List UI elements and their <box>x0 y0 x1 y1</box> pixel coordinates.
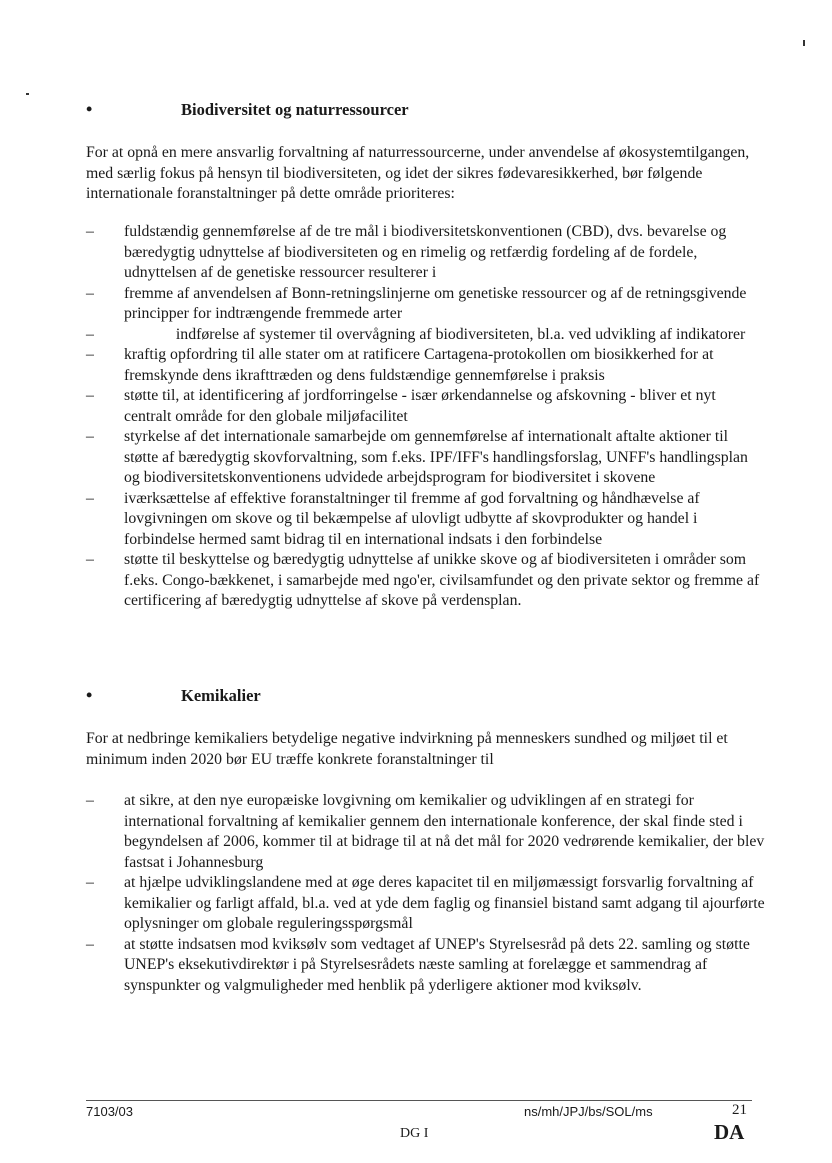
list-item-text: fremme af anvendelsen af Bonn-retningslinjerne om genetiske ressourcer og af de retningsgivende principper for indtrængende fremmede arter <box>124 284 747 322</box>
list-item-text: iværksættelse af effektive foranstaltninger til fremme af god forvaltning og håndhævelse af lovgivningen om skove og til bekæmpelse af ulovligt udbytte af skovprodukter og handel i forbindelse hermed samt bidrag til en international indsats i den forbindelse <box>124 489 700 548</box>
list-item <box>86 386 766 427</box>
reference-initials: ns/mh/JPJ/bs/SOL/ms <box>524 1104 653 1119</box>
list-item <box>86 325 766 346</box>
list-item <box>86 935 766 997</box>
dash-icon: – <box>86 428 94 445</box>
page-number: 21 <box>732 1102 747 1118</box>
list-item-text: styrkelse af det internationale samarbejde om gennemførelse af internationalt aftalte aktioner til støtte af bæredygtig skovforvaltning, som f.eks. IPF/IFF's handlingsforslag, UNFF's handlingsplan og biodiversitetskonventionens udvidede arbejdsprogram for biodiversitet i skovene <box>124 428 748 486</box>
section-intro: For at nedbringe kemikaliers betydelige negative indvirkning på menneskers sundhed og miljøet til et minimum inden 2020 bør EU træffe konkrete foranstaltninger til <box>86 730 728 768</box>
list-item-text: indførelse af systemer til overvågning af biodiversiteten, bl.a. ved udvikling af indikatorer <box>175 325 746 343</box>
list-item-text: kraftig opfordring til alle stater om at ratificere Cartagena-protokollen om biosikkerhed for at fremskynde dens ikrafttræden og dens fuldstændige gennemførelse i praksis <box>124 346 714 384</box>
dash-icon: – <box>86 387 94 404</box>
section-title: Kemikalier <box>181 686 261 705</box>
dash-icon: – <box>86 792 94 809</box>
dash-icon: – <box>86 284 94 302</box>
bullet-icon: • <box>86 99 93 119</box>
bullet-icon: • <box>86 685 93 705</box>
dash-icon: – <box>86 935 94 953</box>
list-item <box>86 284 766 325</box>
list-item <box>86 489 766 551</box>
list-item-text: fuldstændig gennemførelse af de tre mål i biodiversitetskonventionen (CBD), dvs. bevarelse og bæredygtig udnyttelse af biodiversiteten og en rimelig og retfærdig fordeling af de fordele, udnyttelsen af de genetiske ressourcer resulterer i <box>124 223 727 281</box>
dash-icon: – <box>86 346 94 363</box>
list-item <box>86 791 766 873</box>
scan-speck <box>26 93 29 95</box>
list-item-text: støtte til beskyttelse og bæredygtig udnyttelse af unikke skove og af biodiversiteten i områder som f.eks. Congo-bækkenet, i samarbejde med ngo'er, civilsamfundet og den private sektor og fremme af certificering af bæredygtig udnyttelse af skove på verdensplan. <box>124 551 760 609</box>
language-code: DA <box>714 1120 745 1144</box>
list-item <box>86 550 766 612</box>
list-item-text: at hjælpe udviklingslandene med at øge deres kapacitet til en miljømæssigt forsvarlig forvaltning af kemikalier og farligt affald, bl.a. ved at yde dem faglig og finansiel bistand samt adgang til ajourførte oplysninger om globale reguleringsspørgsmål <box>124 874 765 932</box>
scan-speck <box>803 40 805 46</box>
list-item <box>86 873 766 935</box>
list-item <box>86 345 766 386</box>
dash-icon: – <box>86 489 94 507</box>
dash-icon: – <box>86 874 94 891</box>
section-intro: For at opnå en mere ansvarlig forvaltning af naturressourcerne, under anvendelse af økosystemtilgangen, med særlig fokus på hensyn til biodiversiteten, og idet der sikres fødevaresikkerhed, bør følgende internationale foranstaltninger på dette område prioriteres: <box>86 144 750 202</box>
bullet-list-chemicals <box>86 791 766 996</box>
dash-icon: – <box>86 223 94 240</box>
dash-icon: – <box>86 325 94 343</box>
directorate: DG I <box>400 1126 429 1141</box>
dash-icon: – <box>86 551 94 568</box>
list-item-text: at sikre, at den nye europæiske lovgivning om kemikalier og udviklingen af en strategi for international forvaltning af kemikalier gennem den internationale konference, der skal finde sted i begyndelsen af 2006, kommer til at bidrage til at nå det mål for 2020 vedrørende kemikalier, der blev fastsat i Johannesburg <box>124 792 765 871</box>
list-item <box>86 222 766 284</box>
list-item <box>86 427 766 489</box>
section-title: Biodiversitet og naturressourcer <box>181 100 409 119</box>
document-code: 7103/03 <box>86 1104 133 1119</box>
footer-rule <box>86 1100 752 1101</box>
bullet-list-biodiversity <box>86 222 766 612</box>
list-item-text: støtte til, at identificering af jordforringelse - især ørkendannelse og afskovning - bliver et nyt centralt område for den globale miljøfacilitet <box>124 387 716 425</box>
list-item-text: at støtte indsatsen mod kviksølv som vedtaget af UNEP's Styrelsesråd på dets 22. samling og støtte UNEP's eksekutivdirektør i på Styrelsesrådets næste samling at forelægge et sammendrag af synspunkter og valgmuligheder med henblik på yderligere aktioner mod kviksølv. <box>124 935 750 994</box>
